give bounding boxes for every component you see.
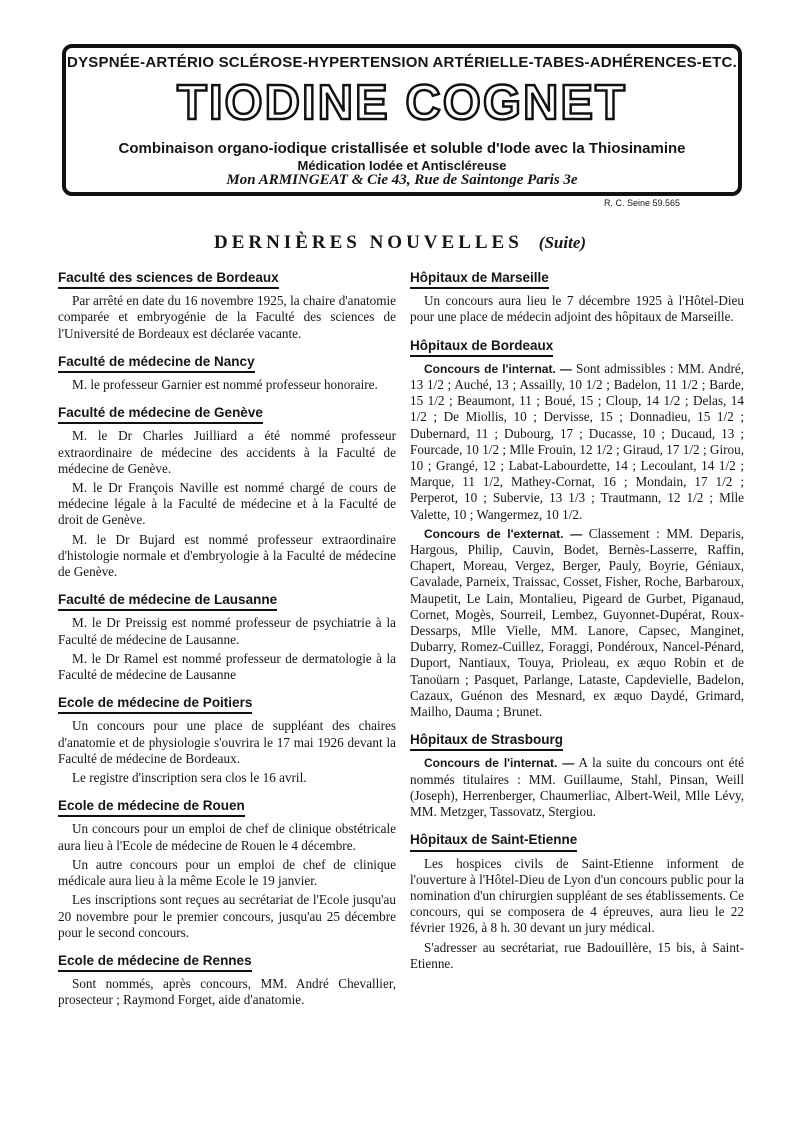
section-title: Ecole de médecine de Rennes bbox=[58, 953, 252, 972]
section-paragraph: Un autre concours pour un emploi de chef de clinique médicale aura lieu à la même Ecole le 19 janvier. bbox=[58, 856, 396, 889]
section-title: Ecole de médecine de Rouen bbox=[58, 798, 245, 817]
paragraph-text: Les hospices civils de Saint-Etienne informent de l'ouverture à l'Hôtel-Dieu de Lyon d'un concours public pour la nomination d'un chirurgien suppléant de ses établissements. Ce concours, qui se composera de 4 épreuves, aura lieu le 22 février 1926, à 8 h. 30 devant un jury médical. bbox=[410, 855, 744, 936]
section-faculte-de-medecine-de-lausanne bbox=[58, 592, 396, 683]
section-hopitaux-de-marseille bbox=[410, 270, 744, 326]
right-column bbox=[410, 270, 744, 984]
section-paragraph bbox=[410, 755, 744, 820]
section-faculte-de-medecine-de-nancy bbox=[58, 354, 396, 393]
section-paragraph: M. le Dr Charles Juilliard a été nommé professeur extraordinaire de médecine des accidents à la Faculté de médecine de Genève. bbox=[58, 428, 396, 476]
ad-address: Mon ARMINGEAT & Cie 43, Rue de Saintonge Paris 3e bbox=[226, 172, 578, 188]
ad-indications: DYSPNÉE-ARTÉRIO SCLÉROSE-HYPERTENSION ARTÉRIELLE-TABES-ADHÉRENCES-ETC. bbox=[67, 54, 737, 71]
section-hopitaux-de-saint-etienne bbox=[410, 832, 744, 972]
paragraph-lead: Concours de l'internat. — bbox=[424, 361, 572, 376]
section-hopitaux-de-strasbourg bbox=[410, 732, 744, 820]
section-title: Hôpitaux de Marseille bbox=[410, 270, 549, 289]
heading-title: DERNIÈRES NOUVELLES bbox=[213, 232, 523, 253]
advertisement-banner bbox=[62, 44, 742, 196]
ad-brand-name: TIODINE COGNET bbox=[177, 76, 627, 130]
paragraph-text: Sont admissibles : MM. André, 13 1/2 ; Auché, 13 ; Assailly, 10 1/2 ; Badelon, 11 1/2 ; Barde, 15 1/2 ; Beaumont, 11 ; Boué, 15 ; Cloup, 14 1/2 ; Delas, 14 1/2 ; De Miollis, 10 ; Dervisse, 15 ; Donnadieu, 15 1/2 ; Dubernard, 11 ; Dubourg, 17 ; Ducasse, 10 ; Ducaud, 13 ; Fourcade, 10 1/2 ; Mlle Frouin, 12 1/2 ; Giraud, 17 1/2 ; Girou, 10 ; Grangé, 12 ; Labat-Labourdette, 14 ; Lecoulant, 14 1/2 ; Marque, 11 1/2, Mathey-Cornat, 16 ; Mondain, 17 1/2 ; Perperot, 10 ; Subervie, 13 1/3 ; Trautmann, 12 1/2 ; Mlle Valette, 10 ; Wangermez, 10 1/2. bbox=[410, 360, 744, 522]
section-paragraph bbox=[410, 940, 744, 972]
section-title: Faculté des sciences de Bordeaux bbox=[58, 270, 279, 289]
section-paragraph bbox=[410, 293, 744, 325]
section-paragraph: M. le Dr Bujard est nommé professeur extraordinaire d'histologie normale et d'embryologie à la Faculté de médecine de Genève. bbox=[58, 531, 396, 580]
section-title: Faculté de médecine de Genève bbox=[58, 405, 263, 424]
section-paragraph bbox=[410, 856, 744, 937]
section-ecole-de-medecine-de-rennes bbox=[58, 953, 396, 1009]
section-title: Faculté de médecine de Nancy bbox=[58, 354, 255, 373]
section-title: Hôpitaux de Strasbourg bbox=[410, 732, 563, 751]
section-faculte-des-sciences-de-bordeaux bbox=[58, 270, 396, 342]
page-heading bbox=[0, 232, 800, 254]
paragraph-text: A la suite du concours ont été nommés titulaires : MM. Guillaume, Stahl, Pinsan, Weill (Joseph), Herrenberger, Chaumerliac, Albert-Weil, Mlle Lévy, MM. Metzger, Tassovatz, Stergiou. bbox=[410, 755, 744, 820]
section-hopitaux-de-bordeaux bbox=[410, 338, 744, 721]
section-paragraph bbox=[410, 361, 744, 523]
paragraph-text: S'adresser au secrétariat, rue Badouillère, 15 bis, à Saint-Etienne. bbox=[410, 939, 744, 971]
section-title: Hôpitaux de Bordeaux bbox=[410, 338, 553, 357]
section-paragraph: M. le Dr Ramel est nommé professeur de dermatologie à la Faculté de médecine de Lausanne bbox=[58, 650, 396, 683]
section-paragraph: Un concours pour une place de suppléant des chaires d'anatomie et de physiologie s'ouvrira le 17 mai 1926 devant la Faculté de médecine de Bordeaux. bbox=[58, 718, 396, 766]
section-paragraph: M. le professeur Garnier est nommé professeur honoraire. bbox=[72, 377, 378, 393]
section-paragraph: Un concours pour un emploi de chef de clinique obstétricale aura lieu à l'Ecole de médecine de Rouen le 4 décembre. bbox=[58, 821, 396, 853]
paragraph-lead: Concours de l'internat. — bbox=[424, 756, 575, 771]
section-paragraph: M. le Dr François Naville est nommé chargé de cours de médecine légale à la Faculté de médecine et à la Faculté de droit de Genève. bbox=[58, 480, 396, 528]
ad-subtitle: Médication Iodée et Antiscléreuse bbox=[297, 158, 507, 173]
heading-suite: (Suite) bbox=[538, 233, 587, 252]
section-paragraph: Sont nommés, après concours, MM. André Chevallier, prosecteur ; Raymond Forget, aide d'anatomie. bbox=[58, 976, 396, 1008]
paragraph-text: Un concours aura lieu le 7 décembre 1925 à l'Hôtel-Dieu pour une place de médecin adjoint des hôpitaux de Marseille. bbox=[410, 293, 744, 325]
paragraph-lead: Concours de l'externat. — bbox=[424, 526, 583, 541]
section-title: Faculté de médecine de Lausanne bbox=[58, 592, 277, 611]
section-paragraph: Par arrêté en date du 16 novembre 1925, la chaire d'anatomie comparée et embryogénie de la Faculté des sciences de l'Université de Bordeaux est déclarée vacante. bbox=[58, 293, 396, 341]
section-paragraph: Les inscriptions sont reçues au secrétariat de l'Ecole jusqu'au 20 novembre pour le premier concours, jusqu'au 25 décembre pour le second concours. bbox=[58, 892, 396, 940]
ad-description: Combinaison organo-iodique cristallisée et soluble d'Iode avec la Thiosinamine bbox=[118, 140, 686, 157]
section-paragraph: Le registre d'inscription sera clos le 16 avril. bbox=[72, 770, 307, 786]
left-column bbox=[58, 270, 396, 1021]
section-ecole-de-medecine-de-poitiers bbox=[58, 695, 396, 786]
section-paragraph bbox=[410, 526, 744, 720]
section-faculte-de-medecine-de-geneve bbox=[58, 405, 396, 580]
paragraph-text: Classement : MM. Deparis, Hargous, Philip, Cauvin, Bodet, Bernès-Lasserre, Raffin, Chapert, Moreau, Vergez, Berger, Pauly, Boyrie, Géniaux, Cavalade, Parneix, Traissac, Cosset, Fisher, Roche, Barbaroux, Maupetit, Le Lain, Montalieu, Pigeard de Gurbet, Piganaud, Cornet, Mogès, Sourreil, Lembez, Guyonnet-Dupérat, Roux-Dessarps, Mlle Vielle, MM. Lanore, Capsec, Manginet, Dubarry, Romez-Cuillez, Foraggi, Pondéroux, Nancel-Pénard, Duport, Nantiaux, Touya, Prioleau, ex æquo Robin et de Tanoüarn ; Pasquet, Parlange, Lataste, Capdevielle, Badelon, Cazaux, Guénon des Mesnard, ex æquo Daydé, Grimard, Mailho, Dauma ; Brunet. bbox=[410, 525, 744, 720]
section-ecole-de-medecine-de-rouen bbox=[58, 798, 396, 941]
registry-number: R. C. Seine 59.565 bbox=[603, 198, 680, 208]
section-title: Hôpitaux de Saint-Etienne bbox=[410, 832, 577, 851]
section-paragraph: M. le Dr Preissig est nommé professeur de psychiatrie à la Faculté de médecine de Lausanne. bbox=[58, 615, 396, 647]
section-title: Ecole de médecine de Poitiers bbox=[58, 695, 252, 714]
